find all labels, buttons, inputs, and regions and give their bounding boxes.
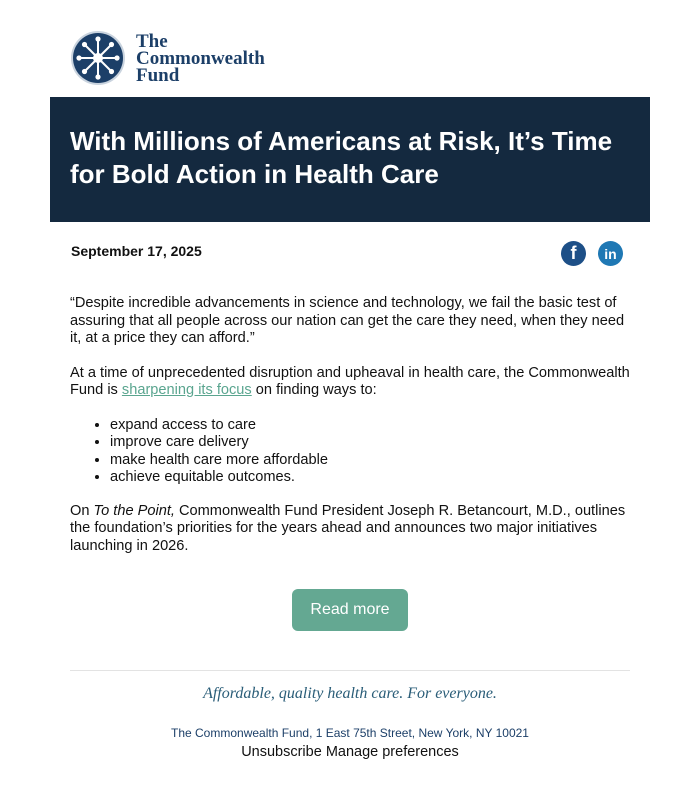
closing-paragraph	[70, 503, 630, 556]
hero-title: With Millions of Americans at Risk, It’s Time for Bold Action in Health Care	[70, 126, 613, 189]
list-item: • improve care delivery	[110, 434, 630, 452]
social-share-links	[561, 241, 623, 266]
intro-text-after: on finding ways to:	[251, 382, 377, 398]
brand-wordmark	[136, 30, 265, 86]
read-more-button[interactable]: Read more	[292, 589, 408, 631]
footer-links	[0, 744, 700, 760]
hero-banner	[50, 97, 650, 222]
footer-address: The Commonwealth Fund, 1 East 75th Street, New York, NY 10021	[171, 726, 529, 740]
facebook-icon[interactable]	[561, 241, 586, 266]
closing-text: Commonwealth Fund President Joseph R. Betancourt, M.D., outlines the foundation’s priorities for the years ahead and announces two major initiatives launching in 2026.	[70, 502, 626, 554]
brand-line-1: The	[136, 30, 168, 52]
goals-list	[70, 417, 630, 487]
manage-preferences-link[interactable]: Manage preferences	[325, 744, 459, 760]
intro-paragraph	[70, 365, 630, 400]
article-body	[70, 295, 630, 572]
podcast-title: To the Point,	[93, 502, 175, 519]
list-item: • expand access to care	[110, 417, 630, 435]
footer-divider	[70, 670, 630, 671]
closing-prefix: On	[70, 502, 94, 519]
list-item: • achieve equitable outcomes.	[110, 469, 630, 487]
brand-line-2: Commonwealth	[136, 47, 265, 69]
quote-paragraph: “Despite incredible advancements in science and technology, we fail the basic test of assuring that all people across our nation can get the care they need, when they need it, at a price they can afford.”	[70, 295, 625, 346]
publish-date: September 17, 2025	[71, 243, 202, 259]
brand-logo[interactable]	[70, 30, 265, 86]
unsubscribe-link[interactable]: Unsubscribe	[241, 744, 322, 760]
intro-text-before: At a time of unprecedented disruption and upheaval in health care, the Commonwealth Fund is	[70, 364, 630, 398]
cta-container	[0, 589, 700, 631]
list-item: • make health care more affordable	[110, 452, 630, 470]
linkedin-icon[interactable]	[598, 241, 623, 266]
footer-tagline: Affordable, quality health care. For everyone.	[203, 685, 497, 702]
brand-line-3: Fund	[136, 64, 180, 86]
commonwealth-fund-emblem-icon	[70, 30, 126, 86]
facebook-glyph: f	[570, 243, 577, 263]
sharpening-focus-link[interactable]: sharpening its focus	[121, 382, 252, 398]
linkedin-glyph: in	[604, 245, 617, 262]
